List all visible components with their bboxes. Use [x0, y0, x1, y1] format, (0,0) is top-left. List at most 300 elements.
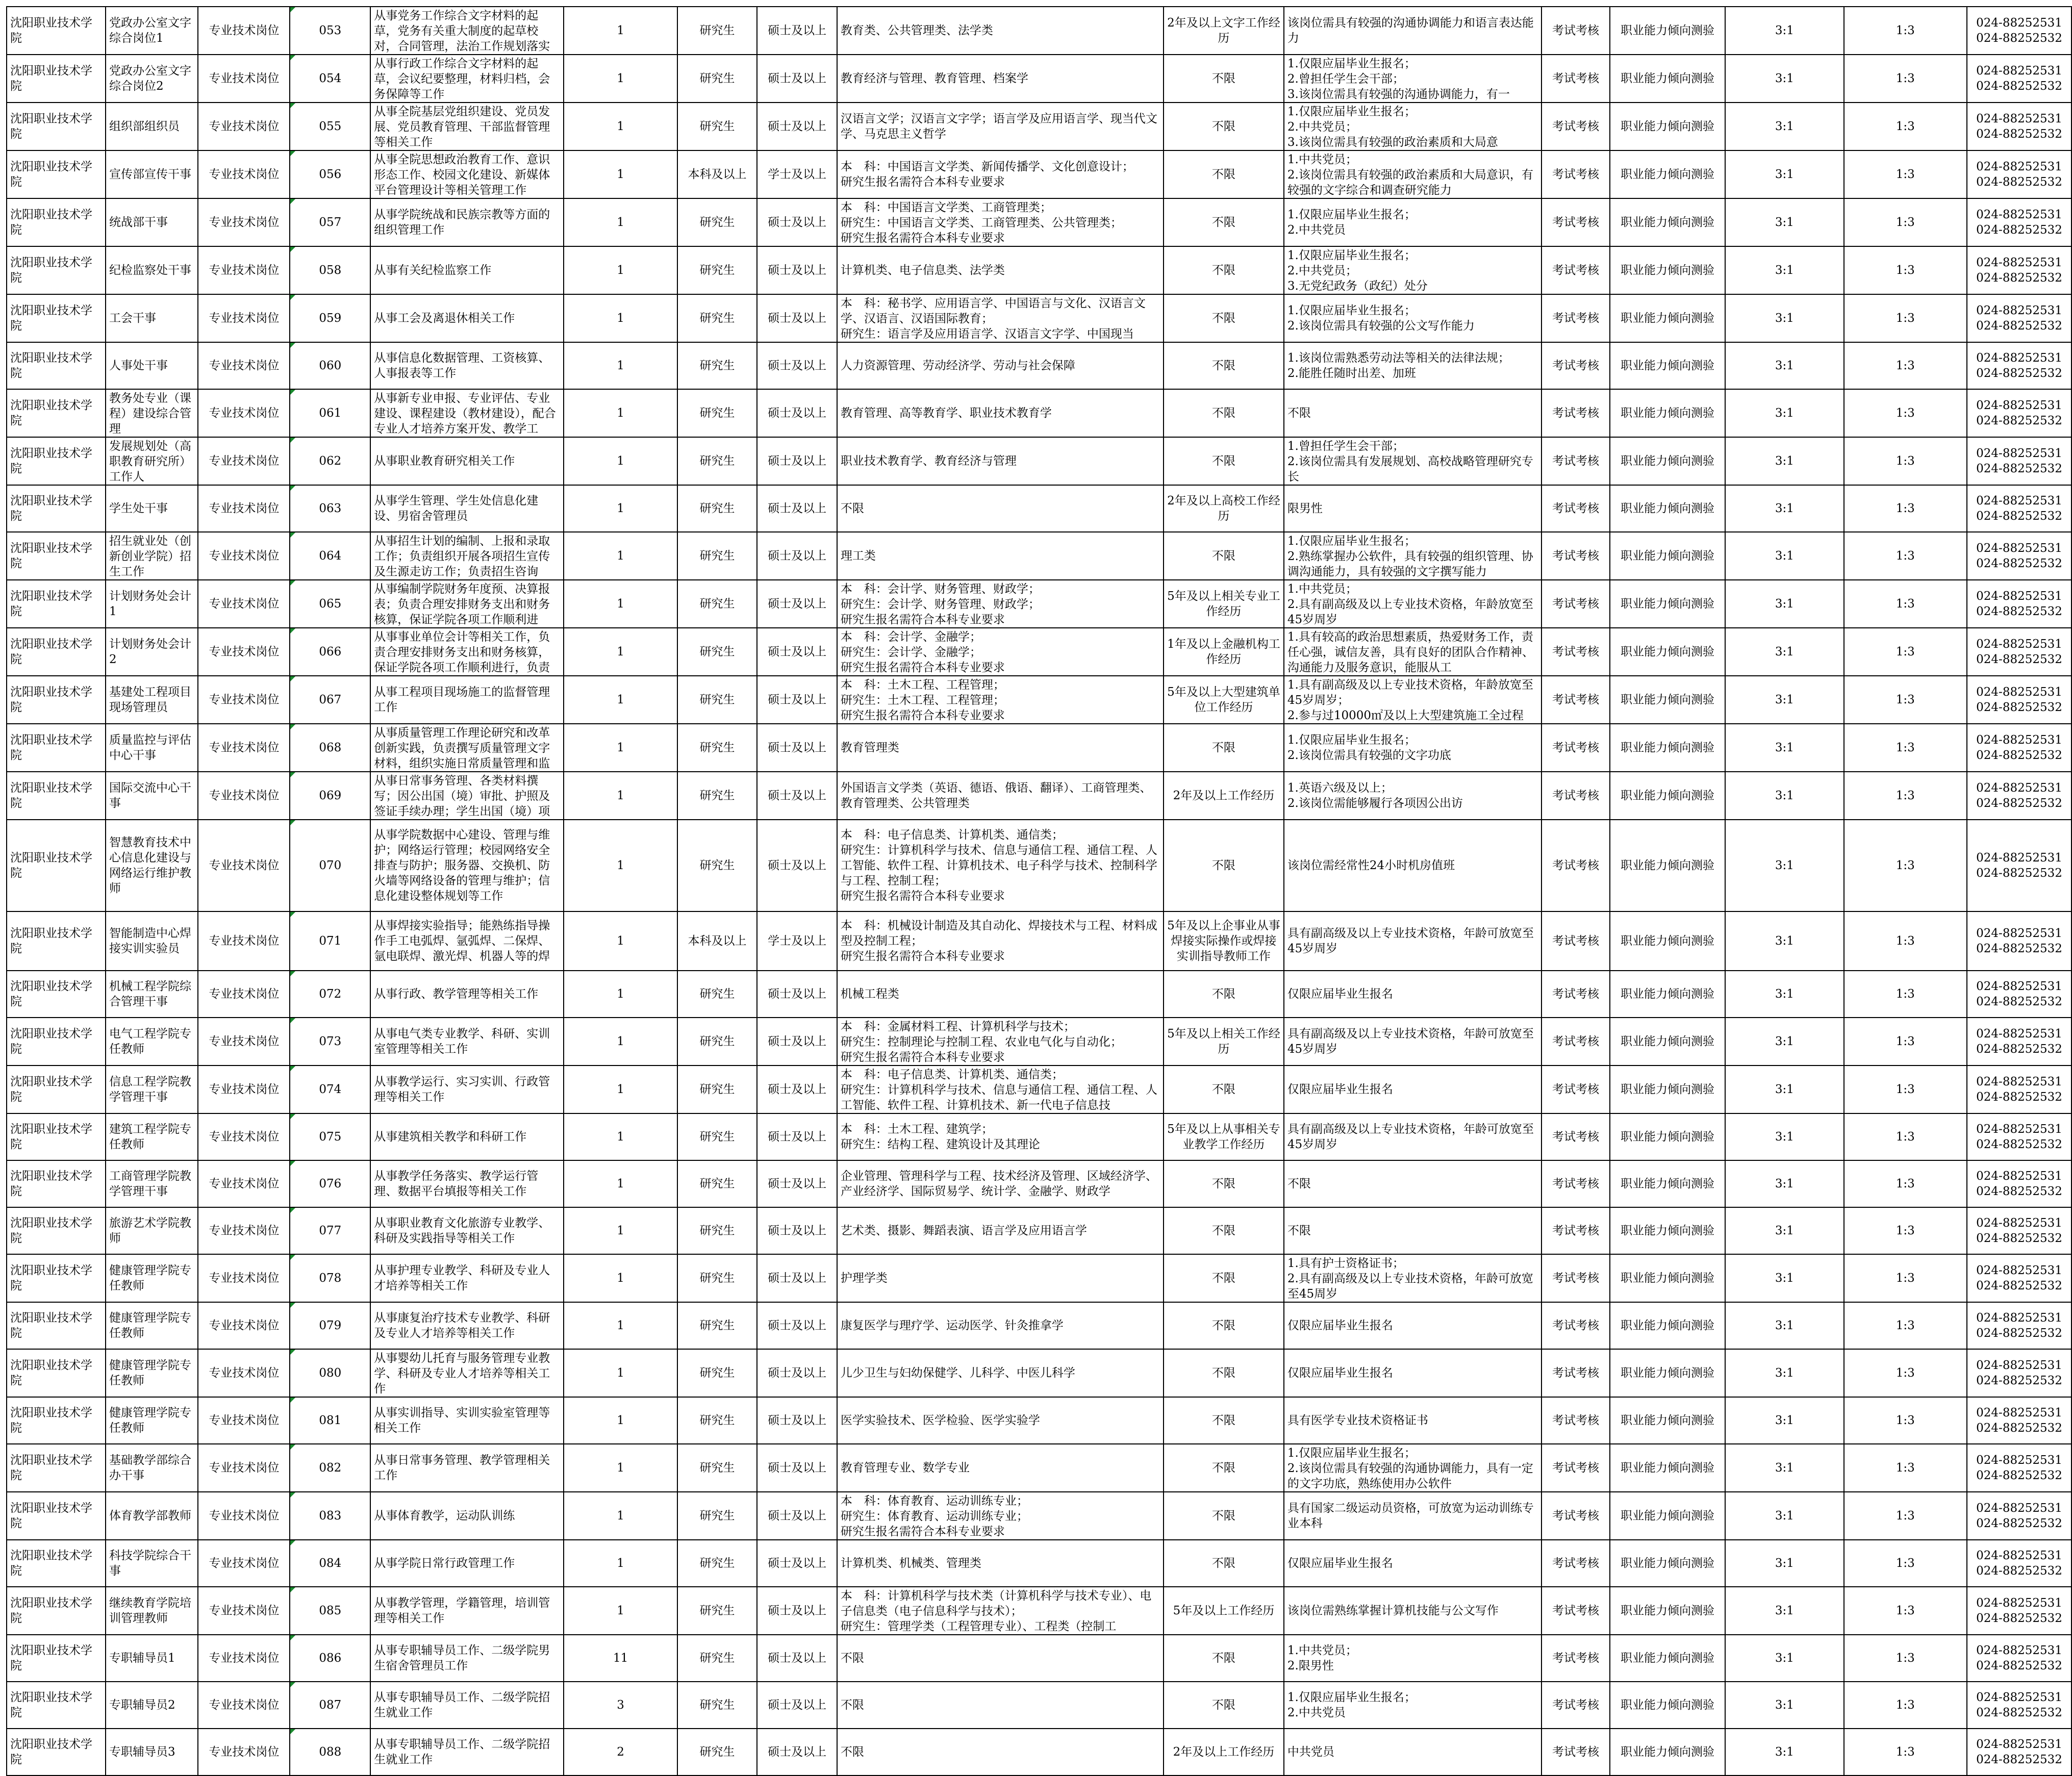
position-name-cell-text: 计划财务处会计2 — [109, 638, 191, 666]
position-category-cell — [198, 1302, 290, 1349]
position-category-cell — [198, 1444, 290, 1492]
headcount-cell-text: 3 — [617, 1698, 624, 1712]
ratio-cell-text: 3:1 — [1775, 549, 1794, 563]
position-name-cell — [106, 389, 198, 437]
position-category-cell-text: 专业技术岗位 — [209, 789, 280, 802]
duty-description-cell-text: 从事党务工作综合文字材料的起草，党务有关重大制度的起草校对，合同管理，法治工作规划落实 — [374, 9, 550, 53]
position-code-cell — [290, 1113, 370, 1160]
position-code-cell-text: 081 — [319, 1414, 342, 1427]
position-name-cell — [106, 1492, 198, 1540]
headcount-cell — [564, 1444, 677, 1492]
other-requirement-cell-text: 1.仅限应届毕业生报名； 2.中共党员； 3.无党纪政务（政纪）处分 — [1287, 249, 1428, 293]
degree-cell-text: 硕士及以上 — [768, 454, 827, 468]
position-name-cell — [106, 628, 198, 676]
written-test-cell-text: 职业能力倾向测验 — [1620, 1604, 1714, 1617]
major-requirement-cell-text: 儿少卫生与妇幼保健学、儿科学、中医儿科学 — [840, 1366, 1075, 1380]
position-category-cell-text: 专业技术岗位 — [209, 1272, 280, 1285]
position-category-cell-text: 专业技术岗位 — [209, 645, 280, 658]
headcount-cell-text: 2 — [617, 1745, 624, 1759]
ratio-cell — [1725, 772, 1843, 820]
exam-method-cell-text: 考试考核 — [1552, 72, 1600, 85]
experience-cell-text: 不限 — [1211, 120, 1235, 133]
headcount-cell-text: 1 — [617, 1035, 624, 1048]
education-cell — [677, 1065, 757, 1113]
interview-ratio-cell-text: 1:3 — [1896, 1083, 1915, 1096]
written-test-cell-text: 职业能力倾向测验 — [1620, 216, 1714, 229]
table-row — [7, 1254, 2071, 1302]
major-requirement-cell — [837, 1682, 1164, 1729]
exam-method-cell-text: 考试考核 — [1552, 987, 1600, 1001]
position-code-cell-text: 058 — [319, 264, 342, 277]
major-requirement-cell-text: 企业管理、管理科学与工程、技术经济及管理、区域经济学、产业经济学、国际贸易学、统计学、金融学、财政学 — [840, 1170, 1157, 1198]
experience-cell — [1164, 532, 1284, 580]
education-cell-text: 研究生 — [699, 741, 735, 754]
ratio-cell — [1725, 1113, 1843, 1160]
position-code-cell-text: 057 — [319, 216, 342, 229]
written-test-cell — [1610, 1349, 1726, 1397]
ratio-cell — [1725, 1254, 1843, 1302]
other-requirement-cell-text: 1.仅限应届毕业生报名； 2.该岗位需具有较强的文字功底 — [1287, 733, 1451, 762]
position-category-cell — [198, 150, 290, 198]
degree-cell-text: 硕士及以上 — [768, 1461, 827, 1475]
unit-cell-text: 沈阳职业技术学院 — [10, 256, 92, 285]
education-cell-text: 研究生 — [699, 1509, 735, 1523]
table-row — [7, 911, 2071, 971]
unit-cell-text: 沈阳职业技术学院 — [10, 208, 92, 237]
contact-phone-cell-text: 024-88252531 024-88252532 — [1976, 1264, 2062, 1292]
major-requirement-cell — [837, 1492, 1164, 1540]
unit-cell — [7, 1682, 106, 1729]
contact-phone-cell-text: 024-88252531 024-88252532 — [1976, 1359, 2062, 1387]
duty-description-cell — [370, 1444, 564, 1492]
exam-method-cell — [1542, 911, 1609, 971]
degree-cell — [757, 820, 837, 911]
interview-ratio-cell — [1844, 532, 1967, 580]
position-code-cell-text: 082 — [319, 1461, 342, 1475]
position-code-cell — [290, 1397, 370, 1444]
ratio-cell — [1725, 1160, 1843, 1207]
unit-cell-text: 沈阳职业技术学院 — [10, 1549, 92, 1578]
ratio-cell-text: 3:1 — [1775, 1652, 1794, 1665]
duty-description-cell — [370, 911, 564, 971]
other-requirement-cell — [1284, 580, 1542, 628]
written-test-cell — [1610, 1207, 1726, 1254]
headcount-cell — [564, 820, 677, 911]
duty-description-cell — [370, 103, 564, 150]
degree-cell-text: 硕士及以上 — [768, 24, 827, 37]
duty-description-cell — [370, 485, 564, 532]
written-test-cell — [1610, 55, 1726, 103]
headcount-cell — [564, 1492, 677, 1540]
other-requirement-cell-text: 仅限应届毕业生报名 — [1287, 987, 1393, 1001]
written-test-cell — [1610, 911, 1726, 971]
major-requirement-cell — [837, 55, 1164, 103]
experience-cell-text: 不限 — [1211, 1272, 1235, 1285]
experience-cell-text: 不限 — [1211, 549, 1235, 563]
interview-ratio-cell — [1844, 724, 1967, 772]
duty-description-cell — [370, 1635, 564, 1682]
other-requirement-cell — [1284, 1682, 1542, 1729]
unit-cell-text: 沈阳职业技术学院 — [10, 781, 92, 810]
position-category-cell-text: 专业技术岗位 — [209, 597, 280, 611]
experience-cell — [1164, 628, 1284, 676]
interview-ratio-cell — [1844, 911, 1967, 971]
major-requirement-cell-text: 本 科：电子信息类、计算机类、通信类； 研究生：计算机科学与技术、信息与通信工程、通信工程、人工智能、软件工程、计算机技术、新一代电子信息技 — [840, 1068, 1157, 1112]
position-category-cell-text: 专业技术岗位 — [209, 1745, 280, 1759]
position-category-cell-text: 专业技术岗位 — [209, 987, 280, 1001]
education-cell-text: 研究生 — [699, 1130, 735, 1144]
position-category-cell-text: 专业技术岗位 — [209, 1604, 280, 1617]
position-code-cell-text: 060 — [319, 359, 342, 372]
experience-cell-text: 5年及以上相关工作经历 — [1167, 1027, 1280, 1056]
position-code-cell-text: 079 — [319, 1319, 342, 1332]
position-name-cell — [106, 676, 198, 724]
interview-ratio-cell-text: 1:3 — [1896, 741, 1915, 754]
experience-cell-text: 2年及以上工作经历 — [1173, 1745, 1275, 1759]
ratio-cell-text: 3:1 — [1775, 216, 1794, 229]
ratio-cell — [1725, 1065, 1843, 1113]
exam-method-cell-text: 考试考核 — [1552, 549, 1600, 563]
position-name-cell-text: 专职辅导员3 — [109, 1745, 175, 1759]
table-row — [7, 150, 2071, 198]
ratio-cell-text: 3:1 — [1775, 1604, 1794, 1617]
education-cell-text: 研究生 — [699, 312, 735, 325]
position-code-cell — [290, 1018, 370, 1065]
degree-cell — [757, 1492, 837, 1540]
exam-method-cell-text: 考试考核 — [1552, 24, 1600, 37]
ratio-cell-text: 3:1 — [1775, 1414, 1794, 1427]
interview-ratio-cell — [1844, 772, 1967, 820]
education-cell-text: 研究生 — [699, 549, 735, 563]
unit-cell-text: 沈阳职业技术学院 — [10, 304, 92, 333]
duty-description-cell — [370, 676, 564, 724]
degree-cell-text: 硕士及以上 — [768, 120, 827, 133]
interview-ratio-cell — [1844, 1207, 1967, 1254]
contact-phone-cell-text: 024-88252531 024-88252532 — [1976, 686, 2062, 714]
other-requirement-cell — [1284, 1207, 1542, 1254]
interview-ratio-cell-text: 1:3 — [1896, 1557, 1915, 1570]
education-cell-text: 研究生 — [699, 1083, 735, 1096]
written-test-cell — [1610, 485, 1726, 532]
ratio-cell — [1725, 1682, 1843, 1729]
major-requirement-cell-text: 不限 — [840, 1652, 864, 1665]
other-requirement-cell-text: 1.中共党员； 2.限男性 — [1287, 1644, 1357, 1672]
unit-cell — [7, 628, 106, 676]
written-test-cell-text: 职业能力倾向测验 — [1620, 407, 1714, 420]
table-row — [7, 1729, 2071, 1775]
position-name-cell-text: 科技学院综合干事 — [109, 1549, 191, 1578]
position-code-cell-text: 065 — [319, 597, 342, 611]
duty-description-cell-text: 从事全院思想政治教育工作、意识形态工作、校园文化建设、新媒体平台管理设计等相关管理工作 — [374, 153, 550, 197]
other-requirement-cell — [1284, 532, 1542, 580]
position-category-cell — [198, 485, 290, 532]
headcount-cell — [564, 437, 677, 485]
major-requirement-cell — [837, 246, 1164, 294]
education-cell — [677, 971, 757, 1018]
written-test-cell-text: 职业能力倾向测验 — [1620, 120, 1714, 133]
interview-ratio-cell-text: 1:3 — [1896, 1509, 1915, 1523]
degree-cell-text: 硕士及以上 — [768, 1083, 827, 1096]
unit-cell-text: 沈阳职业技术学院 — [10, 1027, 92, 1056]
education-cell-text: 研究生 — [699, 1461, 735, 1475]
position-code-cell-text: 087 — [319, 1698, 342, 1712]
degree-cell — [757, 1254, 837, 1302]
education-cell-text: 研究生 — [699, 1745, 735, 1759]
other-requirement-cell — [1284, 7, 1542, 55]
table-row — [7, 628, 2071, 676]
contact-phone-cell-text: 024-88252531 024-88252532 — [1976, 447, 2062, 475]
degree-cell-text: 硕士及以上 — [768, 1177, 827, 1190]
other-requirement-cell-text: 该岗位需具有较强的沟通协调能力和语言表达能力 — [1287, 16, 1534, 45]
position-code-cell-text: 084 — [319, 1557, 342, 1570]
education-cell — [677, 628, 757, 676]
headcount-cell — [564, 1302, 677, 1349]
contact-phone-cell — [1967, 724, 2071, 772]
contact-phone-cell-text: 024-88252531 024-88252532 — [1976, 542, 2062, 570]
major-requirement-cell — [837, 1729, 1164, 1775]
headcount-cell-text: 1 — [617, 1177, 624, 1190]
degree-cell-text: 硕士及以上 — [768, 216, 827, 229]
position-category-cell-text: 专业技术岗位 — [209, 1509, 280, 1523]
written-test-cell — [1610, 1540, 1726, 1587]
headcount-cell-text: 1 — [617, 741, 624, 754]
contact-phone-cell — [1967, 246, 2071, 294]
table-row — [7, 724, 2071, 772]
interview-ratio-cell — [1844, 1349, 1967, 1397]
position-name-cell — [106, 1302, 198, 1349]
interview-ratio-cell-text: 1:3 — [1896, 1130, 1915, 1144]
written-test-cell-text: 职业能力倾向测验 — [1620, 645, 1714, 658]
duty-description-cell — [370, 1302, 564, 1349]
interview-ratio-cell — [1844, 971, 1967, 1018]
exam-method-cell-text: 考试考核 — [1552, 1177, 1600, 1190]
major-requirement-cell — [837, 1444, 1164, 1492]
headcount-cell-text: 1 — [617, 789, 624, 802]
education-cell-text: 研究生 — [699, 1652, 735, 1665]
duty-description-cell — [370, 7, 564, 55]
interview-ratio-cell-text: 1:3 — [1896, 454, 1915, 468]
degree-cell — [757, 1635, 837, 1682]
ratio-cell — [1725, 198, 1843, 246]
unit-cell — [7, 1540, 106, 1587]
contact-phone-cell — [1967, 1160, 2071, 1207]
contact-phone-cell-text: 024-88252531 024-88252532 — [1976, 1123, 2062, 1151]
contact-phone-cell-text: 024-88252531 024-88252532 — [1976, 304, 2062, 333]
position-code-cell — [290, 580, 370, 628]
duty-description-cell-text: 从事工会及离退休相关工作 — [374, 312, 515, 325]
position-category-cell — [198, 1682, 290, 1729]
ratio-cell — [1725, 1302, 1843, 1349]
interview-ratio-cell-text: 1:3 — [1896, 645, 1915, 658]
other-requirement-cell-text: 1.具有护士资格证书； 2.具有副高级及以上专业技术资格，年龄可放宽至45周岁 — [1287, 1257, 1533, 1301]
major-requirement-cell-text: 汉语言文学；汉语言文字学；语言学及应用语言学、现当代文学、马克思主义哲学 — [840, 112, 1157, 141]
experience-cell-text: 5年及以上从事相关专业教学工作经历 — [1167, 1123, 1280, 1151]
exam-method-cell — [1542, 150, 1609, 198]
unit-cell-text: 沈阳职业技术学院 — [10, 1123, 92, 1151]
table-row — [7, 1018, 2071, 1065]
position-name-cell — [106, 1113, 198, 1160]
position-category-cell — [198, 1587, 290, 1635]
ratio-cell-text: 3:1 — [1775, 859, 1794, 872]
other-requirement-cell — [1284, 1540, 1542, 1587]
experience-cell — [1164, 246, 1284, 294]
headcount-cell — [564, 1160, 677, 1207]
ratio-cell-text: 3:1 — [1775, 1461, 1794, 1475]
contact-phone-cell — [1967, 103, 2071, 150]
ratio-cell-text: 3:1 — [1775, 1319, 1794, 1332]
position-name-cell — [106, 1540, 198, 1587]
ratio-cell — [1725, 485, 1843, 532]
exam-method-cell — [1542, 971, 1609, 1018]
exam-method-cell — [1542, 198, 1609, 246]
interview-ratio-cell-text: 1:3 — [1896, 597, 1915, 611]
experience-cell — [1164, 580, 1284, 628]
ratio-cell — [1725, 1444, 1843, 1492]
other-requirement-cell-text: 1.曾担任学生会干部； 2.该岗位需具有发展规划、高校战略管理研究专长 — [1287, 440, 1533, 484]
duty-description-cell — [370, 1065, 564, 1113]
education-cell — [677, 820, 757, 911]
unit-cell-text: 沈阳职业技术学院 — [10, 1311, 92, 1340]
interview-ratio-cell-text: 1:3 — [1896, 216, 1915, 229]
major-requirement-cell — [837, 1397, 1164, 1444]
position-code-cell-text: 086 — [319, 1652, 342, 1665]
ratio-cell-text: 3:1 — [1775, 120, 1794, 133]
duty-description-cell — [370, 772, 564, 820]
written-test-cell-text: 职业能力倾向测验 — [1620, 859, 1714, 872]
other-requirement-cell-text: 具有医学专业技术资格证书 — [1287, 1414, 1428, 1427]
position-code-cell-text: 083 — [319, 1509, 342, 1523]
exam-method-cell-text: 考试考核 — [1552, 1557, 1600, 1570]
unit-cell — [7, 437, 106, 485]
position-name-cell-text: 组织部组织员 — [109, 120, 180, 133]
education-cell — [677, 1682, 757, 1729]
unit-cell — [7, 1587, 106, 1635]
exam-method-cell-text: 考试考核 — [1552, 1414, 1600, 1427]
table-row — [7, 1349, 2071, 1397]
duty-description-cell — [370, 1207, 564, 1254]
other-requirement-cell — [1284, 772, 1542, 820]
exam-method-cell-text: 考试考核 — [1552, 597, 1600, 611]
headcount-cell-text: 1 — [617, 1083, 624, 1096]
experience-cell-text: 5年及以上大型建筑单位工作经历 — [1167, 686, 1280, 714]
position-category-cell-text: 专业技术岗位 — [209, 502, 280, 515]
degree-cell-text: 硕士及以上 — [768, 859, 827, 872]
written-test-cell-text: 职业能力倾向测验 — [1620, 168, 1714, 181]
headcount-cell-text: 1 — [617, 1509, 624, 1523]
ratio-cell — [1725, 294, 1843, 342]
education-cell — [677, 1018, 757, 1065]
written-test-cell-text: 职业能力倾向测验 — [1620, 1509, 1714, 1523]
education-cell-text: 研究生 — [699, 24, 735, 37]
interview-ratio-cell — [1844, 1065, 1967, 1113]
other-requirement-cell — [1284, 676, 1542, 724]
education-cell-text: 研究生 — [699, 1224, 735, 1237]
written-test-cell — [1610, 1018, 1726, 1065]
degree-cell-text: 硕士及以上 — [768, 1272, 827, 1285]
written-test-cell — [1610, 294, 1726, 342]
position-name-cell-text: 宣传部宣传干事 — [109, 168, 191, 181]
degree-cell-text: 硕士及以上 — [768, 72, 827, 85]
other-requirement-cell — [1284, 1635, 1542, 1682]
major-requirement-cell-text: 教育类、公共管理类、法学类 — [840, 24, 993, 37]
written-test-cell-text: 职业能力倾向测验 — [1620, 1557, 1714, 1570]
major-requirement-cell — [837, 820, 1164, 911]
headcount-cell — [564, 1635, 677, 1682]
headcount-cell-text: 1 — [617, 1557, 624, 1570]
position-name-cell — [106, 911, 198, 971]
contact-phone-cell-text: 024-88252531 024-88252532 — [1976, 1596, 2062, 1625]
interview-ratio-cell — [1844, 150, 1967, 198]
duty-description-cell — [370, 1729, 564, 1775]
degree-cell-text: 硕士及以上 — [768, 1698, 827, 1712]
experience-cell-text: 不限 — [1211, 1319, 1235, 1332]
degree-cell — [757, 911, 837, 971]
written-test-cell-text: 职业能力倾向测验 — [1620, 1272, 1714, 1285]
exam-method-cell-text: 考试考核 — [1552, 312, 1600, 325]
position-code-cell-text: 053 — [319, 24, 342, 37]
other-requirement-cell-text: 该岗位需熟练掌握计算机技能与公文写作 — [1287, 1604, 1499, 1617]
duty-description-cell-text: 从事行政、教学管理等相关工作 — [374, 987, 539, 1001]
degree-cell-text: 学士及以上 — [768, 168, 827, 181]
position-name-cell-text: 党政办公室文字综合岗位1 — [109, 16, 191, 45]
degree-cell-text: 硕士及以上 — [768, 741, 827, 754]
major-requirement-cell-text: 职业技术教育学、教育经济与管理 — [840, 454, 1017, 468]
exam-method-cell — [1542, 1682, 1609, 1729]
contact-phone-cell — [1967, 1065, 2071, 1113]
ratio-cell — [1725, 389, 1843, 437]
ratio-cell-text: 3:1 — [1775, 168, 1794, 181]
table-row — [7, 1587, 2071, 1635]
major-requirement-cell-text: 本 科：体育教育、运动训练专业； 研究生：体育教育、运动训练专业； 研究生报名需符合本科专业要求 — [840, 1494, 1028, 1538]
ratio-cell-text: 3:1 — [1775, 1177, 1794, 1190]
contact-phone-cell — [1967, 971, 2071, 1018]
position-name-cell-text: 统战部干事 — [109, 216, 168, 229]
exam-method-cell — [1542, 1635, 1609, 1682]
interview-ratio-cell — [1844, 1113, 1967, 1160]
position-code-cell-text: 075 — [319, 1130, 342, 1144]
written-test-cell-text: 职业能力倾向测验 — [1620, 1366, 1714, 1380]
headcount-cell — [564, 1065, 677, 1113]
position-category-cell — [198, 1729, 290, 1775]
interview-ratio-cell-text: 1:3 — [1896, 312, 1915, 325]
position-name-cell — [106, 103, 198, 150]
written-test-cell — [1610, 1397, 1726, 1444]
table-row — [7, 820, 2071, 911]
other-requirement-cell — [1284, 1397, 1542, 1444]
table-row — [7, 1635, 2071, 1682]
position-code-cell — [290, 150, 370, 198]
interview-ratio-cell — [1844, 1254, 1967, 1302]
other-requirement-cell-text: 限男性 — [1287, 502, 1323, 515]
interview-ratio-cell-text: 1:3 — [1896, 1604, 1915, 1617]
position-code-cell — [290, 1160, 370, 1207]
headcount-cell-text: 1 — [617, 359, 624, 372]
position-name-cell — [106, 1065, 198, 1113]
interview-ratio-cell — [1844, 1492, 1967, 1540]
contact-phone-cell-text: 024-88252531 024-88252532 — [1976, 399, 2062, 427]
duty-description-cell-text: 从事工程项目现场施工的监督管理工作 — [374, 686, 550, 714]
position-name-cell — [106, 294, 198, 342]
contact-phone-cell-text: 024-88252531 024-88252532 — [1976, 1027, 2062, 1056]
written-test-cell — [1610, 532, 1726, 580]
major-requirement-cell — [837, 150, 1164, 198]
degree-cell — [757, 971, 837, 1018]
unit-cell-text: 沈阳职业技术学院 — [10, 494, 92, 523]
education-cell-text: 研究生 — [699, 693, 735, 706]
position-category-cell — [198, 1065, 290, 1113]
unit-cell — [7, 724, 106, 772]
position-category-cell — [198, 580, 290, 628]
